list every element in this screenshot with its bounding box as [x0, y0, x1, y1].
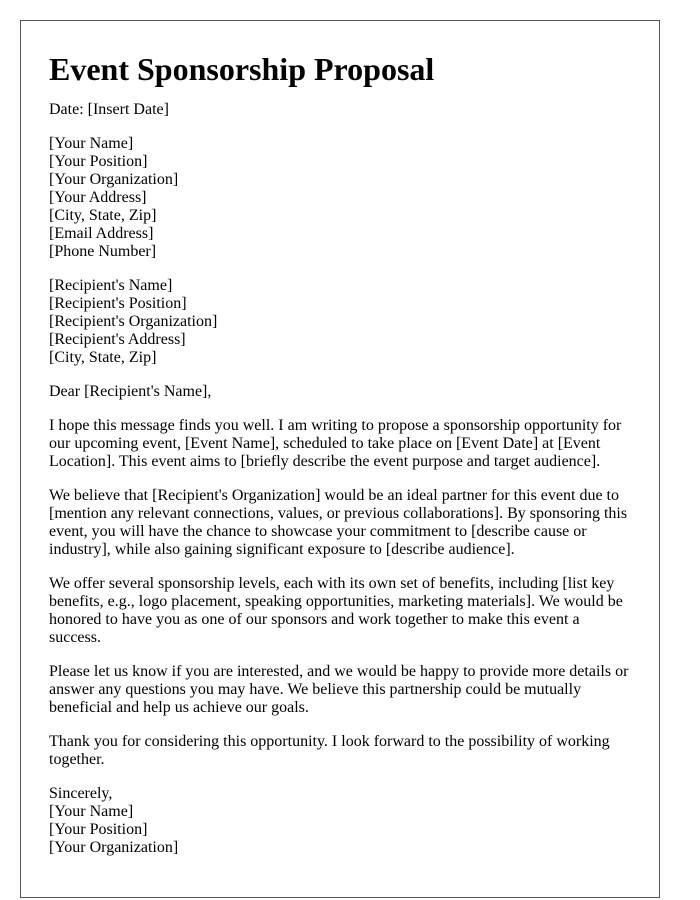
- sender-block: [49, 135, 631, 261]
- closing: Sincerely,: [49, 785, 113, 802]
- sender-city-state-zip: [City, State, Zip]: [49, 207, 157, 224]
- signature-name: [Your Name]: [49, 803, 134, 820]
- recipient-address: [Recipient's Address]: [49, 331, 186, 348]
- body-paragraph: Thank you for considering this opportunity. I look forward to the possibility of working together.: [49, 733, 610, 768]
- body-paragraph: Please let us know if you are interested, and we would be happy to provide more details or answer any questions you may have. We believe this partnership could be mutually beneficial and help us achieve our goals.: [49, 663, 629, 716]
- date-line: Date: [Insert Date]: [49, 101, 169, 118]
- recipient-organization: [Recipient's Organization]: [49, 313, 218, 330]
- document-title: Event Sponsorship Proposal: [49, 51, 435, 87]
- recipient-city-state-zip: [City, State, Zip]: [49, 349, 157, 366]
- sender-email: [Email Address]: [49, 225, 154, 242]
- body-paragraph: We offer several sponsorship levels, each with its own set of benefits, including [list key benefits, e.g., logo placement, speaking opportunities, marketing materials]. We would be honored to have you as one of our sponsors and work together to make this event a success.: [49, 575, 623, 646]
- signature-organization: [Your Organization]: [49, 839, 179, 856]
- body-paragraph: I hope this message finds you well. I am writing to propose a sponsorship opportunity for our upcoming event, [Event Name], scheduled to take place on [Event Date] at [Event Location]. This event aims to [briefly describe the event purpose and target audience].: [49, 417, 622, 470]
- signature-position: [Your Position]: [49, 821, 148, 838]
- body-paragraph: We believe that [Recipient's Organization] would be an ideal partner for this event due to [mention any relevant connections, values, or previous collaborations]. By sponsoring this event, you will have the chance to showcase your commitment to [describe cause or industry], while also gaining significant exposure to [describe audience].: [49, 487, 628, 558]
- sender-organization: [Your Organization]: [49, 171, 179, 188]
- letter-page: [20, 20, 660, 898]
- sender-position: [Your Position]: [49, 153, 148, 170]
- salutation: Dear [Recipient's Name],: [49, 383, 212, 400]
- recipient-position: [Recipient's Position]: [49, 295, 187, 312]
- recipient-name: [Recipient's Name]: [49, 277, 173, 294]
- sender-name: [Your Name]: [49, 135, 134, 152]
- signature-block: [49, 785, 631, 857]
- sender-phone: [Phone Number]: [49, 243, 157, 260]
- sender-address: [Your Address]: [49, 189, 147, 206]
- recipient-block: [49, 277, 631, 367]
